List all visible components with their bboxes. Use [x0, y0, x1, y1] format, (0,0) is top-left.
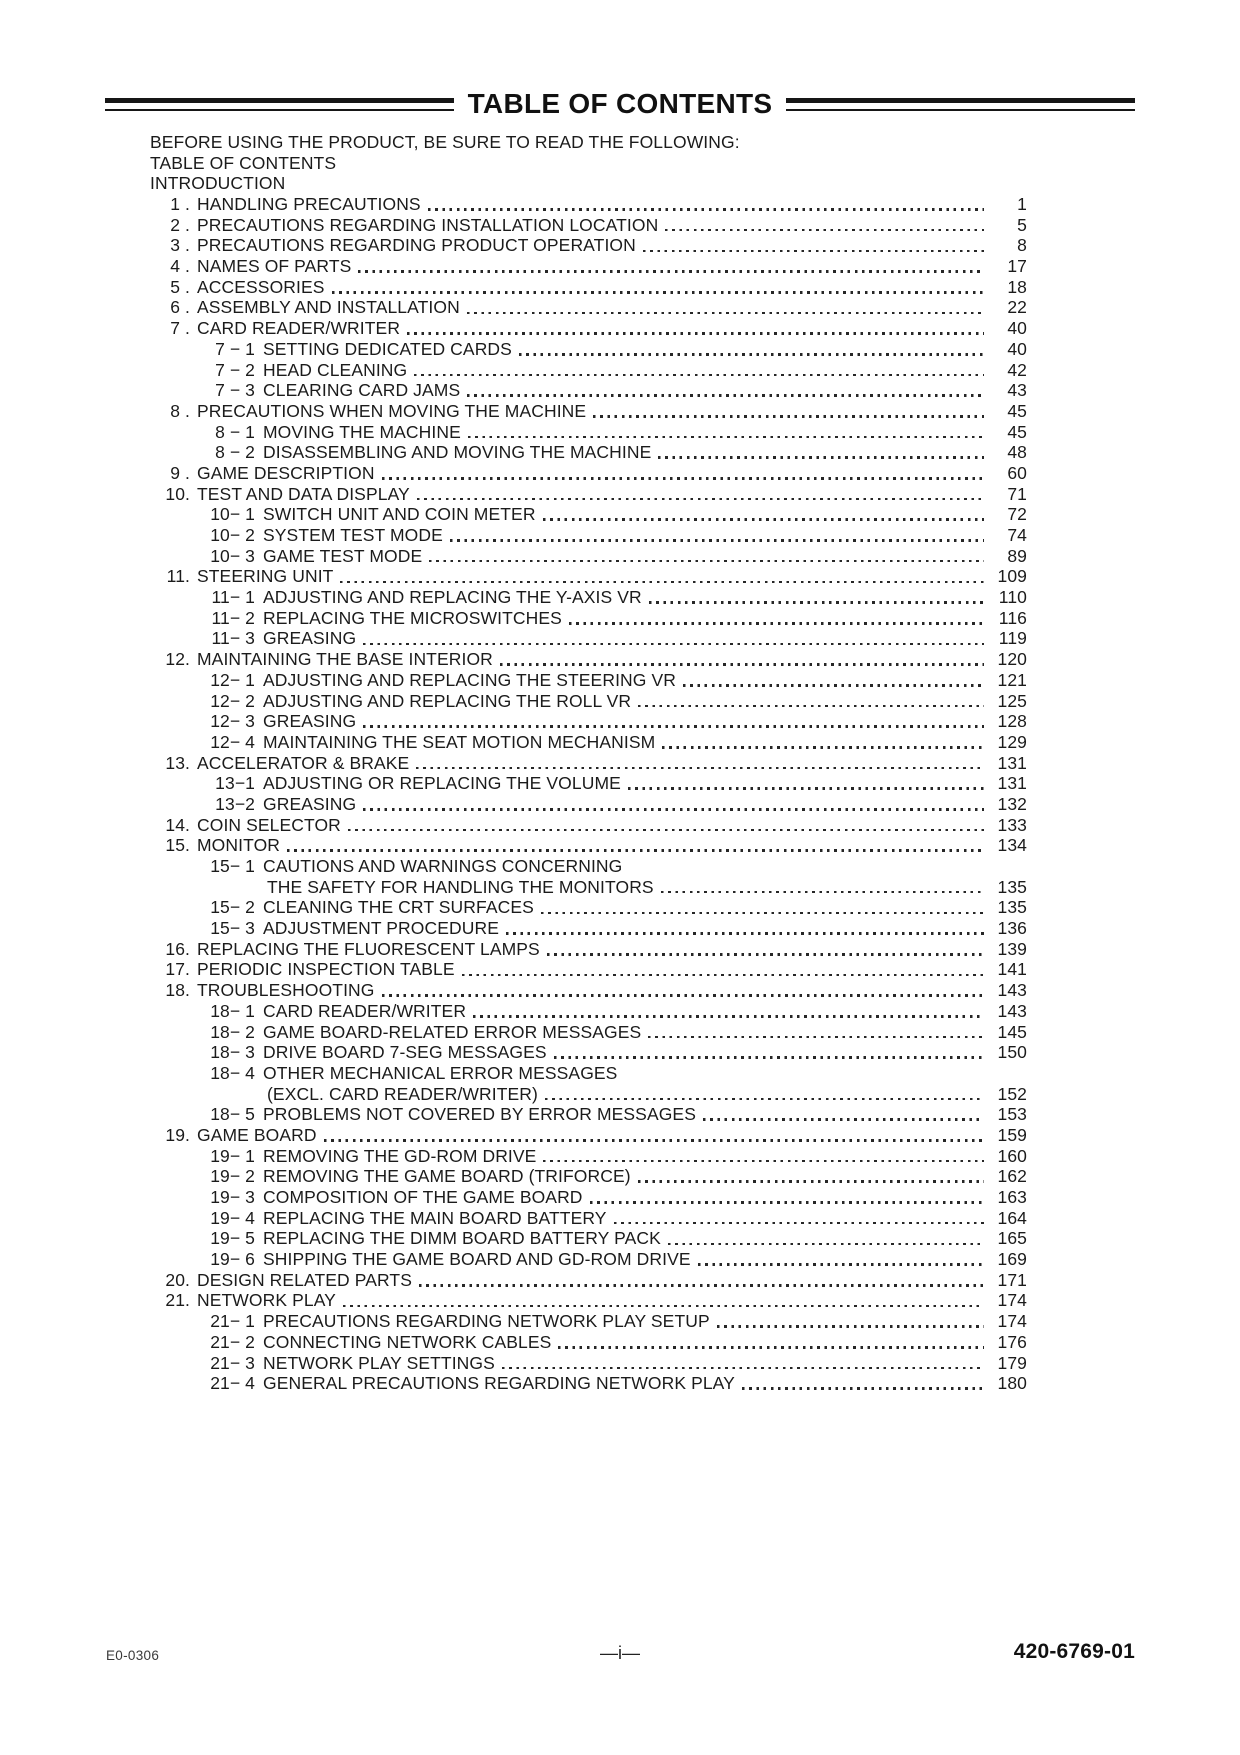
page-number: 40 — [1007, 318, 1027, 339]
page-number: 174 — [997, 1290, 1027, 1311]
entry-number: 13. — [165, 752, 190, 773]
page-number: 109 — [997, 566, 1027, 587]
entry-title: REPLACING THE MICROSWITCHES — [263, 607, 562, 628]
page-number: 165 — [997, 1228, 1027, 1249]
toc-entry — [150, 1187, 1027, 1208]
toc-entry — [150, 897, 1027, 918]
dot-leader — [324, 1139, 984, 1142]
toc-entry — [150, 318, 1027, 339]
toc-entry — [150, 649, 1027, 670]
toc-entry — [150, 401, 1027, 422]
page-number: 129 — [997, 731, 1027, 752]
entry-title: CARD READER/WRITER — [263, 1000, 467, 1021]
entry-number: 19− 4 — [210, 1207, 255, 1228]
page-number: 45 — [1007, 421, 1027, 442]
toc-entry — [150, 1291, 1027, 1312]
entry-number: 10− 1 — [210, 504, 255, 525]
dot-leader — [417, 498, 984, 501]
entry-title: STEERING UNIT — [197, 566, 334, 587]
dot-leader — [593, 415, 984, 418]
entry-number: 21− 4 — [210, 1373, 255, 1394]
entry-number: 21− 3 — [210, 1352, 255, 1373]
entry-title: NETWORK PLAY — [197, 1290, 336, 1311]
entry-title: SHIPPING THE GAME BOARD AND GD-ROM DRIVE — [263, 1249, 691, 1270]
dot-leader — [649, 601, 984, 604]
entry-number: 15. — [165, 835, 190, 856]
entry-number: 12− 1 — [210, 669, 255, 690]
dot-leader — [343, 1305, 984, 1308]
entry-title: INTRODUCTION — [150, 173, 286, 194]
entry-number: 18− 2 — [210, 1021, 255, 1042]
page-number: 125 — [997, 690, 1027, 711]
footer-part-number: 420-6769-01 — [1013, 1640, 1135, 1663]
dot-leader — [500, 663, 984, 666]
toc-entry — [150, 1001, 1027, 1022]
entry-title-continuation: THE SAFETY FOR HANDLING THE MONITORS — [267, 876, 654, 897]
entry-number: 10. — [165, 483, 190, 504]
entry-number: 15− 1 — [210, 856, 255, 877]
entry-number: 18− 5 — [210, 1104, 255, 1125]
dot-leader — [506, 932, 984, 935]
page-number: 8 — [1017, 235, 1027, 256]
entry-title: PRECAUTIONS REGARDING INSTALLATION LOCATION — [197, 214, 659, 235]
entry-title: ACCELERATOR & BRAKE — [197, 752, 410, 773]
dot-leader — [429, 560, 984, 563]
toc-entry — [150, 960, 1027, 981]
entry-title: DESIGN RELATED PARTS — [197, 1269, 412, 1290]
entry-number: 13−2 — [215, 793, 255, 814]
entry-title: MAINTAINING THE BASE INTERIOR — [197, 649, 493, 670]
page-number: 131 — [997, 773, 1027, 794]
entry-number: 11− 2 — [211, 607, 255, 628]
dot-leader — [547, 953, 984, 956]
dot-leader — [358, 270, 984, 273]
toc-entry — [150, 442, 1027, 463]
entry-number: 19− 2 — [210, 1166, 255, 1187]
entry-title: ACCESSORIES — [197, 276, 325, 297]
toc-entry — [150, 587, 1027, 608]
toc-entry — [150, 1353, 1027, 1374]
page-number: 89 — [1007, 545, 1027, 566]
dot-leader — [382, 477, 984, 480]
dot-leader — [416, 767, 984, 770]
toc-list — [150, 132, 1027, 1394]
page-number: 72 — [1007, 504, 1027, 525]
page-number: 180 — [997, 1373, 1027, 1394]
page-number: 43 — [1007, 380, 1027, 401]
entry-number: 18− 4 — [210, 1062, 255, 1083]
dot-leader — [545, 1098, 984, 1101]
dot-leader — [648, 1036, 984, 1039]
entry-title: MONITOR — [197, 835, 281, 856]
entry-title: GAME TEST MODE — [263, 545, 423, 566]
page-number: 176 — [997, 1331, 1027, 1352]
entry-title: CONNECTING NETWORK CABLES — [263, 1331, 552, 1352]
entry-number: 7 − 2 — [215, 359, 255, 380]
entry-title: HEAD CLEANING — [263, 359, 408, 380]
entry-title: SWITCH UNIT AND COIN METER — [263, 504, 536, 525]
page-number: 60 — [1007, 462, 1027, 483]
toc-entry — [150, 422, 1027, 443]
dot-leader — [717, 1325, 984, 1328]
entry-title: GREASING — [263, 711, 357, 732]
page-number: 164 — [997, 1207, 1027, 1228]
page-number: 163 — [997, 1187, 1027, 1208]
entry-title: SYSTEM TEST MODE — [263, 525, 443, 546]
entry-number: 19. — [165, 1124, 190, 1145]
entry-number: 7 − 3 — [215, 380, 255, 401]
dot-leader — [450, 539, 984, 542]
entry-title: COIN SELECTOR — [197, 814, 341, 835]
dot-leader — [467, 394, 984, 397]
dot-leader — [468, 436, 984, 439]
entry-title: PRECAUTIONS WHEN MOVING THE MACHINE — [197, 400, 587, 421]
dot-leader — [407, 332, 984, 335]
entry-title-continuation: (EXCL. CARD READER/WRITER) — [267, 1083, 538, 1104]
toc-entry — [150, 835, 1027, 856]
page-number: 1 — [1017, 194, 1027, 215]
toc-entry-continuation — [150, 877, 1027, 898]
entry-title: BEFORE USING THE PRODUCT, BE SURE TO READ THE FOLLOWING: — [150, 131, 740, 152]
dot-leader — [590, 1201, 984, 1204]
entry-number: 21− 2 — [210, 1331, 255, 1352]
page-number: 71 — [1007, 483, 1027, 504]
dot-leader — [332, 291, 984, 294]
dot-leader — [543, 1160, 984, 1163]
entry-number: 6 . — [170, 297, 190, 318]
dot-leader — [662, 746, 984, 749]
entry-title: NETWORK PLAY SETTINGS — [263, 1352, 495, 1373]
entry-number: 19− 3 — [210, 1187, 255, 1208]
toc-entry — [150, 1063, 1027, 1084]
page-number: 162 — [997, 1166, 1027, 1187]
entry-title: CLEARING CARD JAMS — [263, 380, 461, 401]
toc-entry — [150, 711, 1027, 732]
entry-number: 14. — [165, 814, 190, 835]
entry-title: DISASSEMBLING AND MOVING THE MACHINE — [263, 442, 652, 463]
toc-entry — [150, 1311, 1027, 1332]
toc-entry — [150, 504, 1027, 525]
dot-leader — [569, 622, 984, 625]
entry-number: 21− 1 — [210, 1311, 255, 1332]
entry-number: 8 − 1 — [215, 421, 255, 442]
entry-number: 3 . — [170, 235, 190, 256]
entry-title: GAME DESCRIPTION — [197, 462, 375, 483]
page-number: 131 — [997, 752, 1027, 773]
toc-entry — [150, 1022, 1027, 1043]
dot-leader — [668, 1243, 984, 1246]
toc-entry — [150, 939, 1027, 960]
toc-entry — [150, 794, 1027, 815]
toc-entry — [150, 732, 1027, 753]
page-number: 153 — [997, 1104, 1027, 1125]
page-number: 169 — [997, 1249, 1027, 1270]
toc-entry — [150, 484, 1027, 505]
entry-number: 16. — [165, 938, 190, 959]
toc-entry — [150, 691, 1027, 712]
toc-entry — [150, 525, 1027, 546]
entry-title: PROBLEMS NOT COVERED BY ERROR MESSAGES — [263, 1104, 696, 1125]
page-number: 48 — [1007, 442, 1027, 463]
entry-number: 4 . — [170, 256, 190, 277]
entry-title: ADJUSTING OR REPLACING THE VOLUME — [263, 773, 621, 794]
entry-number: 7 − 1 — [215, 338, 255, 359]
entry-title: MOVING THE MACHINE — [263, 421, 461, 442]
dot-leader — [363, 808, 984, 811]
toc-entry — [150, 546, 1027, 567]
dot-leader — [462, 974, 984, 977]
entry-title: PERIODIC INSPECTION TABLE — [197, 959, 455, 980]
toc-entry — [150, 235, 1027, 256]
dot-leader — [558, 1346, 984, 1349]
toc-entry — [150, 1228, 1027, 1249]
page-number: 150 — [997, 1042, 1027, 1063]
page-number: 5 — [1017, 214, 1027, 235]
toc-entry — [150, 1146, 1027, 1167]
toc-entry — [150, 753, 1027, 774]
dot-leader — [698, 1263, 984, 1266]
entry-title: GREASING — [263, 793, 357, 814]
entry-title: CAUTIONS AND WARNINGS CONCERNING — [263, 856, 623, 877]
entry-title: GAME BOARD-RELATED ERROR MESSAGES — [263, 1021, 642, 1042]
page-number: 141 — [997, 959, 1027, 980]
entry-number: 8 − 2 — [215, 442, 255, 463]
dot-leader — [643, 250, 984, 253]
entry-number: 17. — [165, 959, 190, 980]
entry-number: 7 . — [170, 318, 190, 339]
dot-leader — [614, 1222, 984, 1225]
page-number: 135 — [997, 897, 1027, 918]
toc-entry — [150, 1125, 1027, 1146]
dot-leader — [287, 849, 984, 852]
entry-number: 11− 1 — [211, 587, 255, 608]
page-number: 119 — [998, 628, 1027, 649]
page-number: 174 — [997, 1311, 1027, 1332]
dot-leader — [742, 1387, 984, 1390]
entry-title: PRECAUTIONS REGARDING PRODUCT OPERATION — [197, 235, 636, 256]
page-number: 133 — [997, 814, 1027, 835]
page-number: 145 — [997, 1021, 1027, 1042]
page-number: 171 — [997, 1269, 1027, 1290]
header-rule-left — [105, 98, 454, 111]
entry-title: ADJUSTING AND REPLACING THE STEERING VR — [263, 669, 676, 690]
page-number: 160 — [997, 1145, 1027, 1166]
toc-entry — [150, 629, 1027, 650]
entry-title: REMOVING THE GAME BOARD (TRIFORCE) — [263, 1166, 631, 1187]
entry-title: REMOVING THE GD-ROM DRIVE — [263, 1145, 537, 1166]
toc-entry — [150, 256, 1027, 277]
page-number: 74 — [1007, 525, 1027, 546]
dot-leader — [628, 787, 984, 790]
entry-number: 15− 2 — [210, 897, 255, 918]
page-number: 139 — [997, 938, 1027, 959]
footer-doc-code: E0-0306 — [106, 1648, 160, 1663]
page-number: 110 — [998, 587, 1027, 608]
page-number: 116 — [998, 607, 1027, 628]
toc-entry — [150, 815, 1027, 836]
page-number: 121 — [997, 669, 1027, 690]
page-number: 40 — [1007, 338, 1027, 359]
page-number: 159 — [997, 1124, 1027, 1145]
dot-leader — [348, 829, 984, 832]
toc-entry — [150, 856, 1027, 877]
entry-number: 12. — [165, 649, 190, 670]
entry-title: PRECAUTIONS REGARDING NETWORK PLAY SETUP — [263, 1311, 710, 1332]
entry-title: NAMES OF PARTS — [197, 256, 352, 277]
toc-entry — [150, 566, 1027, 587]
entry-number: 18. — [165, 980, 190, 1001]
footer-page-marker: —i— — [600, 1643, 640, 1663]
toc-header — [105, 88, 1135, 120]
entry-number: 10− 2 — [210, 525, 255, 546]
entry-number: 9 . — [170, 462, 190, 483]
dot-leader — [638, 705, 984, 708]
toc-entry — [150, 1042, 1027, 1063]
page-number: 134 — [997, 835, 1027, 856]
toc-entry — [150, 980, 1027, 1001]
entry-title: GREASING — [263, 628, 357, 649]
entry-number: 12− 2 — [210, 690, 255, 711]
page-number: 22 — [1007, 297, 1027, 318]
entry-number: 18− 3 — [210, 1042, 255, 1063]
dot-leader — [703, 1118, 984, 1121]
toc-entry — [150, 463, 1027, 484]
page-number: 18 — [1007, 276, 1027, 297]
dot-leader — [473, 1015, 984, 1018]
toc-entry-continuation — [150, 1084, 1027, 1105]
entry-title: REPLACING THE FLUORESCENT LAMPS — [197, 938, 540, 959]
dot-leader — [467, 312, 984, 315]
entry-number: 13−1 — [215, 773, 255, 794]
toc-intro-line — [150, 132, 1027, 153]
entry-title: ADJUSTMENT PROCEDURE — [263, 918, 500, 939]
page-number: 179 — [997, 1352, 1027, 1373]
toc-entry — [150, 194, 1027, 215]
entry-number: 10− 3 — [210, 545, 255, 566]
entry-number: 15− 3 — [210, 918, 255, 939]
entry-title: OTHER MECHANICAL ERROR MESSAGES — [263, 1062, 618, 1083]
toc-entry — [150, 670, 1027, 691]
entry-title: ASSEMBLY AND INSTALLATION — [197, 297, 460, 318]
entry-number: 1 . — [170, 194, 190, 215]
page-number: 42 — [1007, 359, 1027, 380]
toc-entry — [150, 1249, 1027, 1270]
entry-title: TEST AND DATA DISPLAY — [197, 483, 410, 504]
toc-entry — [150, 1332, 1027, 1353]
entry-title: GAME BOARD — [197, 1124, 317, 1145]
dot-leader — [382, 994, 985, 997]
dot-leader — [340, 581, 984, 584]
entry-title: TROUBLESHOOTING — [197, 980, 375, 1001]
dot-leader — [414, 374, 984, 377]
entry-title: TABLE OF CONTENTS — [150, 152, 337, 173]
entry-title: CARD READER/WRITER — [197, 318, 401, 339]
page-number: 17 — [1007, 256, 1027, 277]
entry-title: SETTING DEDICATED CARDS — [263, 338, 512, 359]
dot-leader — [665, 229, 984, 232]
entry-number: 2 . — [170, 214, 190, 235]
toc-entry — [150, 1208, 1027, 1229]
toc-entry — [150, 360, 1027, 381]
toc-entry — [150, 1166, 1027, 1187]
entry-title: REPLACING THE MAIN BOARD BATTERY — [263, 1207, 607, 1228]
dot-leader — [541, 912, 984, 915]
entry-number: 11− 3 — [211, 628, 255, 649]
entry-number: 19− 5 — [210, 1228, 255, 1249]
toc-entry — [150, 1270, 1027, 1291]
toc-intro-line — [150, 153, 1027, 174]
page-number: 120 — [997, 649, 1027, 670]
entry-title: HANDLING PRECAUTIONS — [197, 194, 421, 215]
entry-number: 12− 3 — [210, 711, 255, 732]
toc-entry — [150, 298, 1027, 319]
dot-leader — [428, 208, 984, 211]
toc-entry — [150, 215, 1027, 236]
page-title: TABLE OF CONTENTS — [467, 88, 773, 119]
entry-title: GENERAL PRECAUTIONS REGARDING NETWORK PLAY — [263, 1373, 735, 1394]
entry-title: DRIVE BOARD 7-SEG MESSAGES — [263, 1042, 547, 1063]
entry-title: ADJUSTING AND REPLACING THE ROLL VR — [263, 690, 632, 711]
page-number: 135 — [997, 876, 1027, 897]
toc-entry — [150, 1104, 1027, 1125]
entry-number: 11. — [166, 566, 190, 587]
toc-entry — [150, 918, 1027, 939]
page-number: 136 — [997, 918, 1027, 939]
toc-intro-line — [150, 173, 1027, 194]
entry-title: CLEANING THE CRT SURFACES — [263, 897, 534, 918]
toc-entry — [150, 773, 1027, 794]
entry-number: 18− 1 — [210, 1000, 255, 1021]
dot-leader — [658, 456, 984, 459]
entry-title: REPLACING THE DIMM BOARD BATTERY PACK — [263, 1228, 661, 1249]
page-number: 132 — [997, 793, 1027, 814]
entry-number: 21. — [165, 1290, 190, 1311]
toc-entry — [150, 277, 1027, 298]
entry-number: 8 . — [170, 400, 190, 421]
dot-leader — [419, 1284, 984, 1287]
dot-leader — [683, 684, 984, 687]
dot-leader — [638, 1180, 984, 1183]
entry-number: 12− 4 — [210, 731, 255, 752]
dot-leader — [363, 725, 984, 728]
dot-leader — [502, 1367, 984, 1370]
page-number: 128 — [997, 711, 1027, 732]
page-number: 143 — [997, 980, 1027, 1001]
entry-title: ADJUSTING AND REPLACING THE Y-AXIS VR — [263, 587, 642, 608]
page-number: 152 — [997, 1083, 1027, 1104]
page-number: 143 — [997, 1000, 1027, 1021]
toc-entry — [150, 1373, 1027, 1394]
dot-leader — [519, 353, 984, 356]
toc-entry — [150, 608, 1027, 629]
dot-leader — [554, 1056, 984, 1059]
entry-number: 20. — [165, 1269, 190, 1290]
dot-leader — [661, 891, 984, 894]
header-rule-right — [786, 98, 1135, 111]
dot-leader — [363, 643, 984, 646]
entry-title: COMPOSITION OF THE GAME BOARD — [263, 1187, 583, 1208]
entry-number: 19− 1 — [210, 1145, 255, 1166]
entry-number: 19− 6 — [210, 1249, 255, 1270]
dot-leader — [543, 518, 984, 521]
entry-title: MAINTAINING THE SEAT MOTION MECHANISM — [263, 731, 656, 752]
toc-entry — [150, 380, 1027, 401]
entry-number: 5 . — [170, 276, 190, 297]
toc-entry — [150, 339, 1027, 360]
page-number: 45 — [1007, 400, 1027, 421]
